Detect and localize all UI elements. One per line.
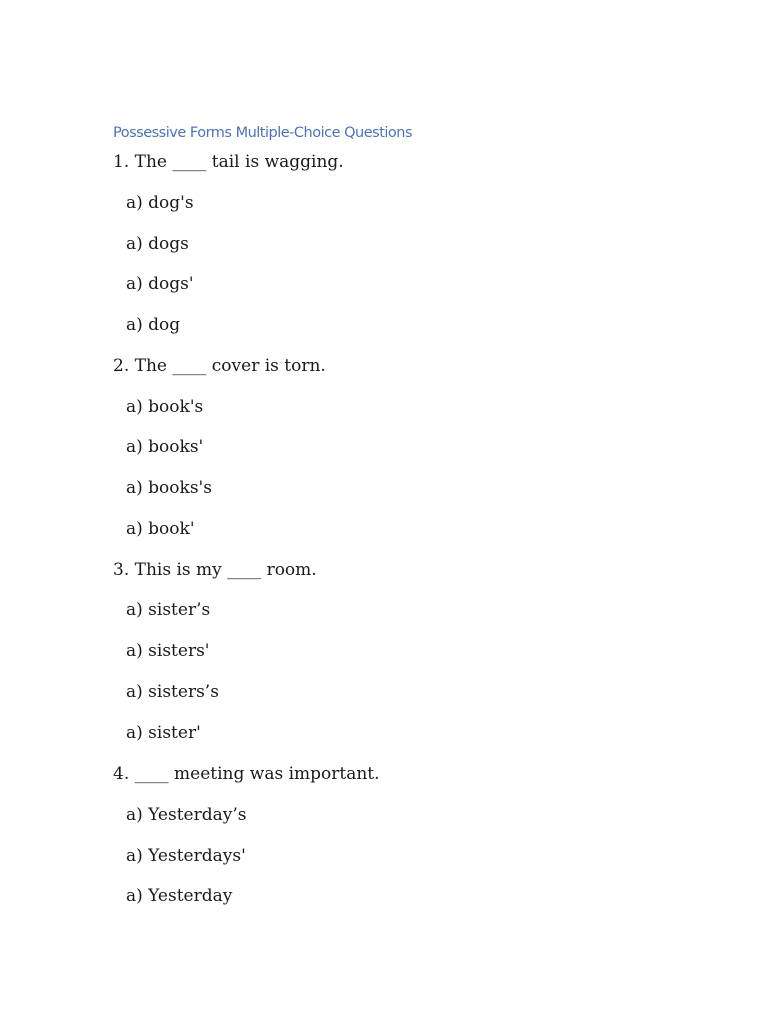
- question-1-option-2: a) dogs: [126, 234, 189, 254]
- question-4-option-1: a) Yesterday’s: [126, 805, 247, 825]
- question-2-option-2: a) books': [126, 437, 204, 457]
- question-4-option-2: a) Yesterdays': [126, 846, 246, 866]
- document-title: Possessive Forms Multiple-Choice Questions: [113, 125, 413, 141]
- question-2-option-3: a) books's: [126, 478, 212, 498]
- question-1-option-1: a) dog's: [126, 193, 194, 213]
- question-1-prompt: 1. The ____ tail is wagging.: [113, 152, 344, 172]
- question-3-option-1: a) sister’s: [126, 600, 211, 620]
- question-3-option-2: a) sisters': [126, 641, 210, 661]
- question-3-prompt: 3. This is my ____ room.: [113, 560, 317, 580]
- question-3-option-3: a) sisters’s: [126, 682, 219, 702]
- question-4-prompt: 4. ____ meeting was important.: [113, 764, 380, 784]
- question-1-option-4: a) dog: [126, 315, 181, 335]
- question-2-option-1: a) book's: [126, 397, 204, 417]
- question-2-option-4: a) book': [126, 519, 195, 539]
- question-2-prompt: 2. The ____ cover is torn.: [113, 356, 326, 376]
- question-1-option-3: a) dogs': [126, 274, 194, 294]
- question-3-option-4: a) sister': [126, 723, 201, 743]
- question-4-option-3: a) Yesterday: [126, 886, 233, 906]
